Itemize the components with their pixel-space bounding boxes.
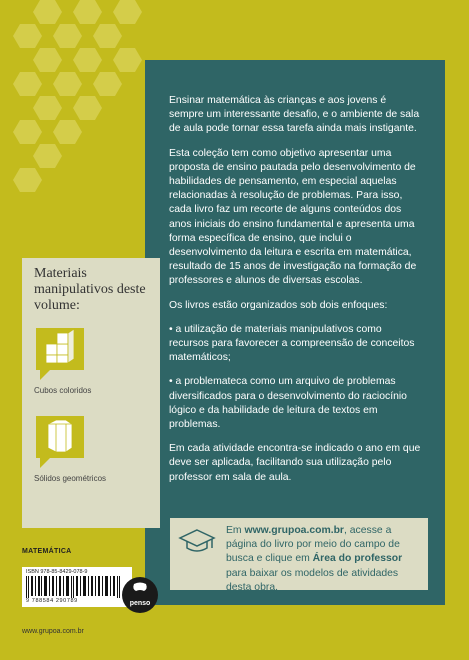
intro-paragraph: Ensinar matemática às crianças e aos jovens é sempre um interessante desafio, e o ambiente de sala de aula pode tornar essa tarefa ainda mais instigante. bbox=[169, 95, 420, 135]
website-box: Em www.grupoa.com.br, acesse a página do livro por meio do campo de busca e clique em Área do professor para baixar os modelos de atividades desta obra. bbox=[170, 518, 428, 590]
bullet-item: • a problemateca como um arquivo de problemas diversificados para o desenvolvimento do raciocínio lógico e da habilidade de leitura de textos em problemas. bbox=[169, 376, 407, 431]
graduation-cap-icon bbox=[178, 526, 216, 556]
material-label: Cubos coloridos bbox=[34, 386, 92, 395]
description-panel bbox=[145, 60, 445, 605]
prism-icon bbox=[34, 414, 86, 469]
barcode bbox=[22, 567, 132, 607]
collection-paragraph: Esta coleção tem como objetivo apresentar uma proposta de ensino pautada pelo desenvolvimento de habilidades de pensamento, em especial aquelas relacionadas à resolução de problemas. Para isso, cada livro faz um recorte de alguns conteúdos dos anos iniciais do ensino fundamental e apresenta uma forma específica de ensino, que inclui o desenvolvimento da leitura e escrita em matemática, resultado de 15 anos de investigação na formação de professores e alunos de diversas escolas. bbox=[169, 147, 417, 287]
barcode-number: 9 788584 290789 bbox=[26, 598, 78, 604]
penso-logo bbox=[120, 575, 160, 615]
materials-sidebar bbox=[22, 258, 160, 528]
footer-url[interactable]: www.grupoa.com.br bbox=[22, 628, 84, 635]
sidebar-title: Materiais manipulativos deste volume: bbox=[34, 266, 146, 313]
material-label: Sólidos geométricos bbox=[34, 474, 107, 483]
website-link[interactable]: www.grupoa.com.br bbox=[244, 525, 344, 536]
organized-paragraph: Os livros estão organizados sob dois enfoques: bbox=[169, 299, 388, 311]
bullet-item: • a utilização de materiais manipulativos como recursos para favorecer a compreensão de conceitos matemáticos; bbox=[169, 323, 415, 364]
publisher-name: penso bbox=[129, 600, 151, 607]
barcode-bars bbox=[26, 576, 126, 598]
hexagon-pattern bbox=[0, 0, 150, 250]
cubes-icon bbox=[34, 326, 86, 381]
subject-label: MATEMÁTICA bbox=[22, 548, 72, 555]
activity-paragraph: Em cada atividade encontra-se indicado o ano em que deve ser aplicada, facilitando sua utilização pelo professor em sala de aula. bbox=[169, 443, 421, 483]
area-professor-link[interactable]: Área do professor bbox=[312, 553, 403, 565]
isbn-text: ISBN 978-85-8429-078-9 bbox=[26, 569, 88, 575]
